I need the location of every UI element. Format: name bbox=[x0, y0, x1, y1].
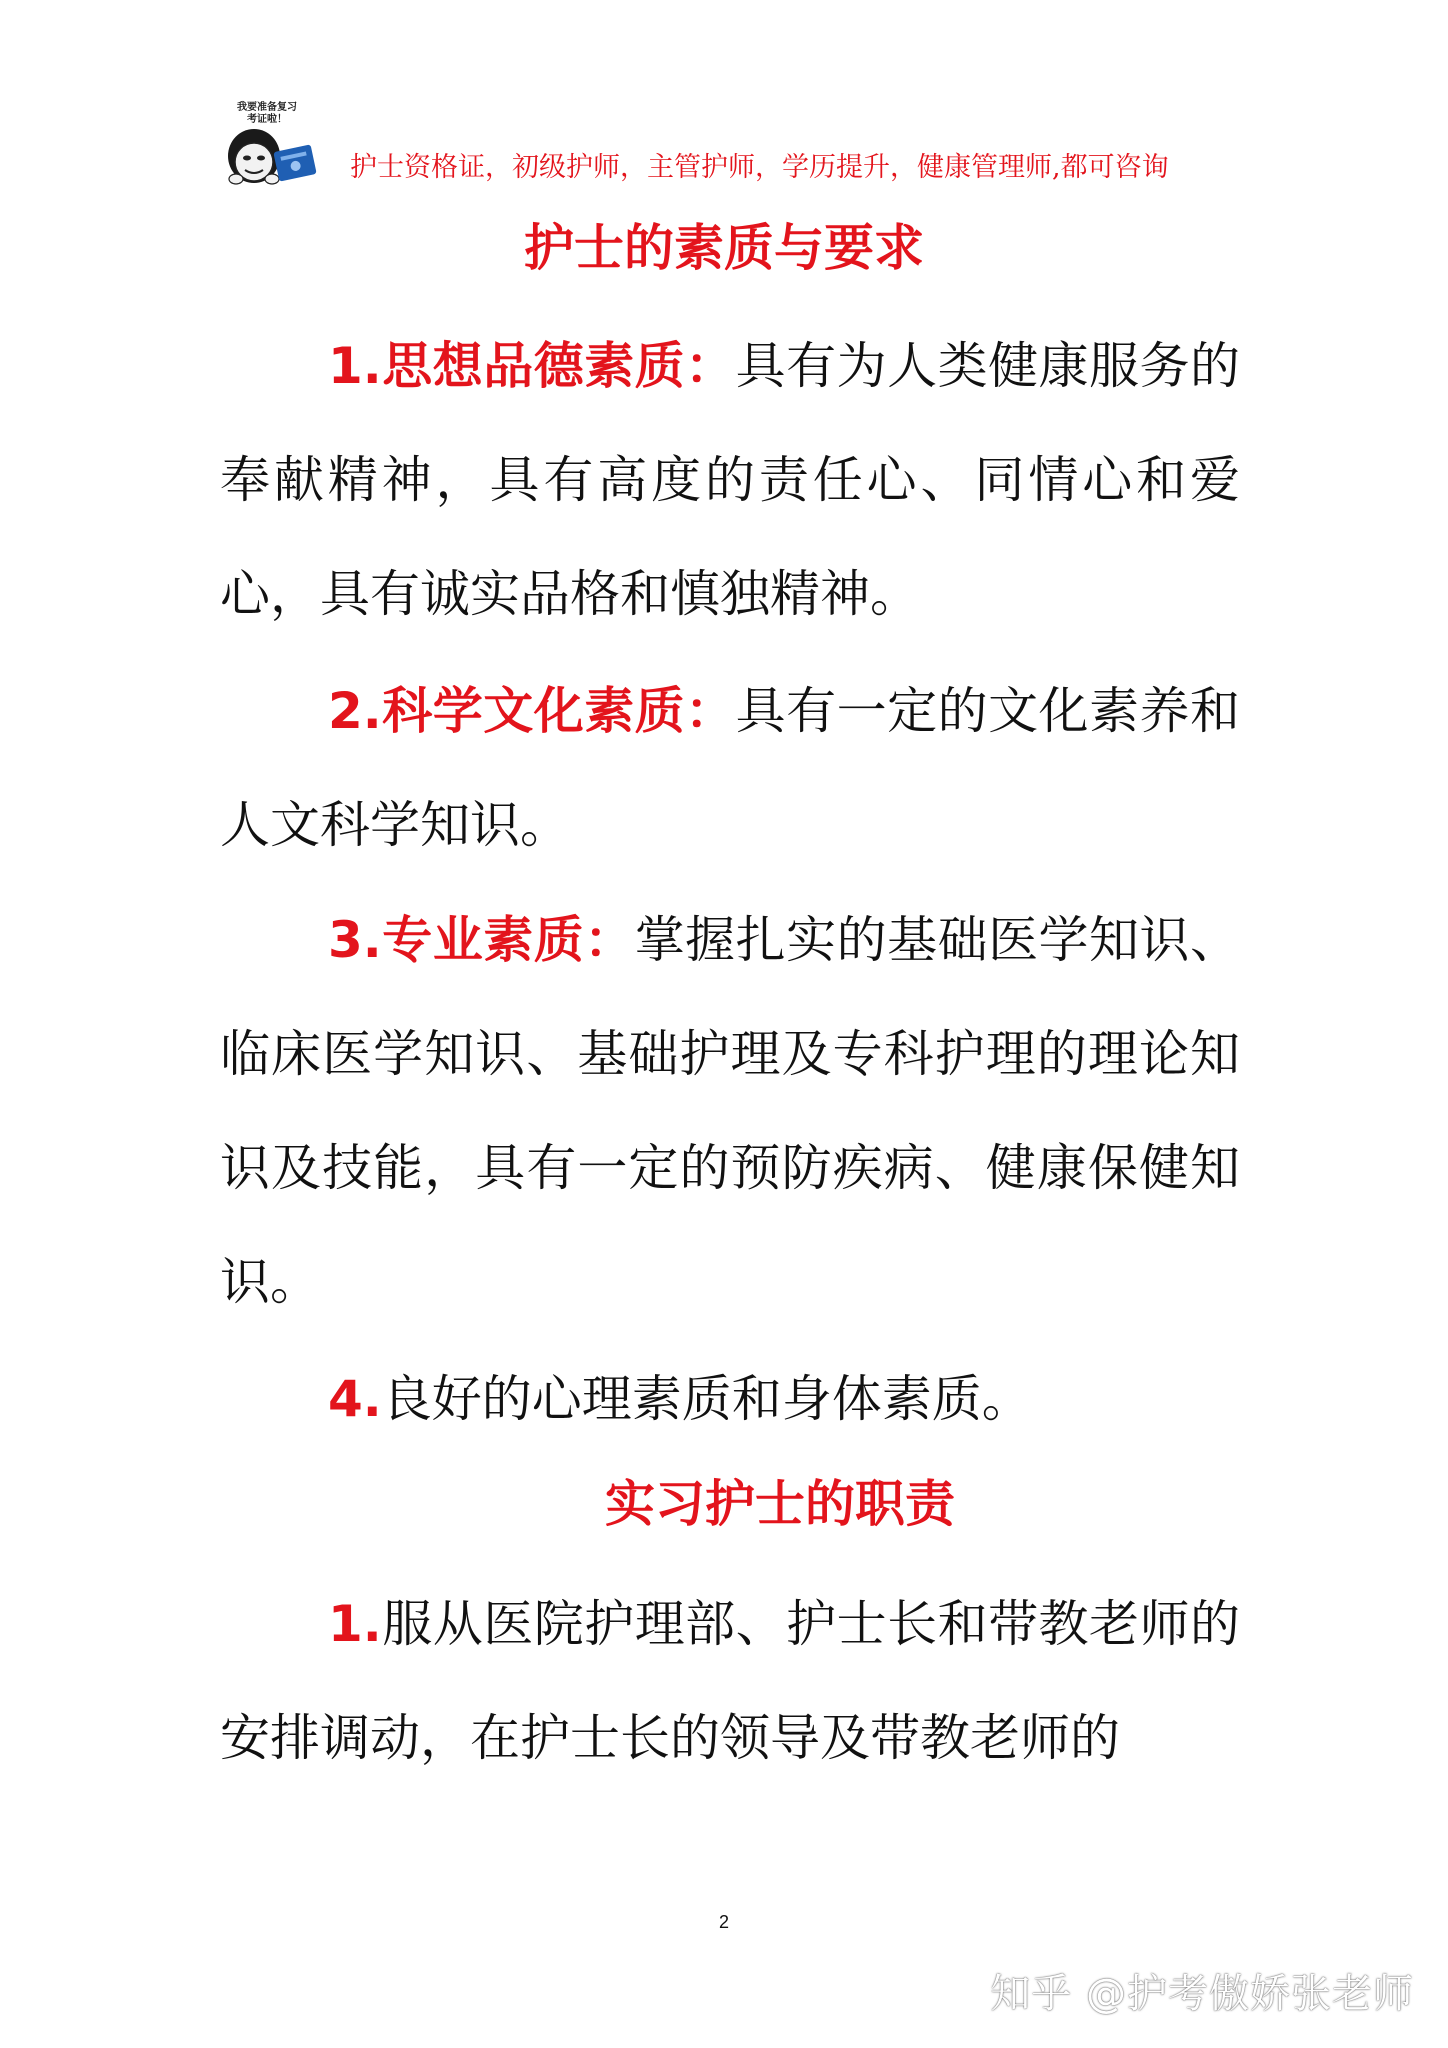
section-title-intern-duties: 实习护士的职责 bbox=[605, 1475, 955, 1533]
paragraph-duty-1 bbox=[220, 1567, 1240, 1795]
paragraph-item-4 bbox=[220, 1342, 1240, 1456]
item-text: 掌握扎实的基础医学知识、临床医学知识、基础护理及专科护理的理论知识及技能，具有一定的预防疾病、健康保健知识。 bbox=[220, 911, 1240, 1311]
item-text: 服从医院护理部、护士长和带教老师的安排调动，在护士长的领导及带教老师的 bbox=[220, 1595, 1240, 1767]
item-text: 良好的心理素质和身体素质。 bbox=[381, 1370, 1032, 1428]
meme-face-icon bbox=[220, 126, 320, 188]
watermark: 知乎 @护考傲娇张老师 bbox=[990, 1971, 1414, 2017]
item-text: 具有一定的文化素养和人文科学知识。 bbox=[220, 682, 1240, 854]
paragraph-item-1 bbox=[220, 309, 1240, 651]
logo-caption-line1: 我要准备复习 bbox=[237, 102, 297, 113]
header-tagline: 护士资格证，初级护师，主管护师，学历提升，健康管理师,都可咨询 bbox=[350, 152, 1169, 183]
paragraph-item-2 bbox=[220, 654, 1240, 882]
item-number: 1. bbox=[328, 1595, 382, 1653]
logo-caption bbox=[214, 102, 320, 126]
item-lead: 1.思想品德素质： bbox=[328, 337, 736, 395]
paragraph-item-3 bbox=[220, 883, 1240, 1339]
item-number: 4. bbox=[328, 1370, 382, 1428]
logo-caption-line2: 考证啦！ bbox=[247, 114, 287, 125]
item-lead: 2.科学文化素质： bbox=[328, 682, 736, 740]
page-number: 2 bbox=[718, 1912, 729, 1932]
item-lead: 3.专业素质： bbox=[328, 911, 635, 969]
header-logo bbox=[214, 102, 320, 188]
item-text: 具有为人类健康服务的奉献精神，具有高度的责任心、同情心和爱心，具有诚实品格和慎独精神。 bbox=[220, 337, 1240, 623]
section-title-nurse-qualities: 护士的素质与要求 bbox=[524, 219, 924, 277]
